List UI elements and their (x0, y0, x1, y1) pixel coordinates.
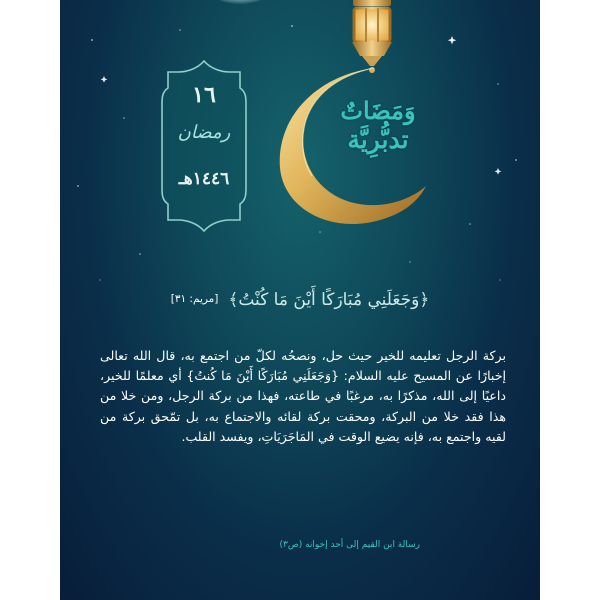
verse-line (150, 284, 450, 314)
poster-card (60, 0, 540, 600)
verse-text: ﴿وَجَعَلَنِي مُبَارَكًا أَيْنَ مَا كُنْتُ﴾ (228, 289, 430, 310)
reflection-paragraph: بركة الرجل تعليمه للخير حيث حل، ونصحُه لكلّ من اجتمع به، قال الله تعالى إخبارًا عن المسيح عليه السلام: {وَجَعَلَنِي مُبَارَكًا أَيْنَ مَا كُنتُ} أي معلمًا للخير، داعيًا إلى الله، مذكرًا به، مرغبًا في طاعته، فهذا من بركة الرجل، ومن خلا من هذا فقد خلا من البركة، ومحقت بركة لقائه والاجتماع به، بل تمّحق بركة من لقيه واجتمع به، فإنه يضيع الوقت في المَاجَرَيَاتِ، ويفسد القلب. (100, 348, 506, 444)
verse-reference: [مريم: ٣١] (170, 293, 219, 305)
title-line-1: وَمَضَاتٌ (340, 96, 416, 125)
year-label: ١٤٤٦هـ (178, 169, 230, 189)
title-line-2: تدبُّرِيَّة (347, 125, 409, 155)
month-name: رمضان (177, 122, 231, 143)
reflection-text (100, 346, 506, 447)
moon-glow (210, 0, 270, 4)
date-frame-text (158, 58, 250, 234)
day-number: ١٦ (192, 82, 216, 108)
source-citation: رسالة ابن القيم إلى أحد إخوانه (ص٣) (279, 540, 420, 550)
page-title (298, 96, 458, 156)
